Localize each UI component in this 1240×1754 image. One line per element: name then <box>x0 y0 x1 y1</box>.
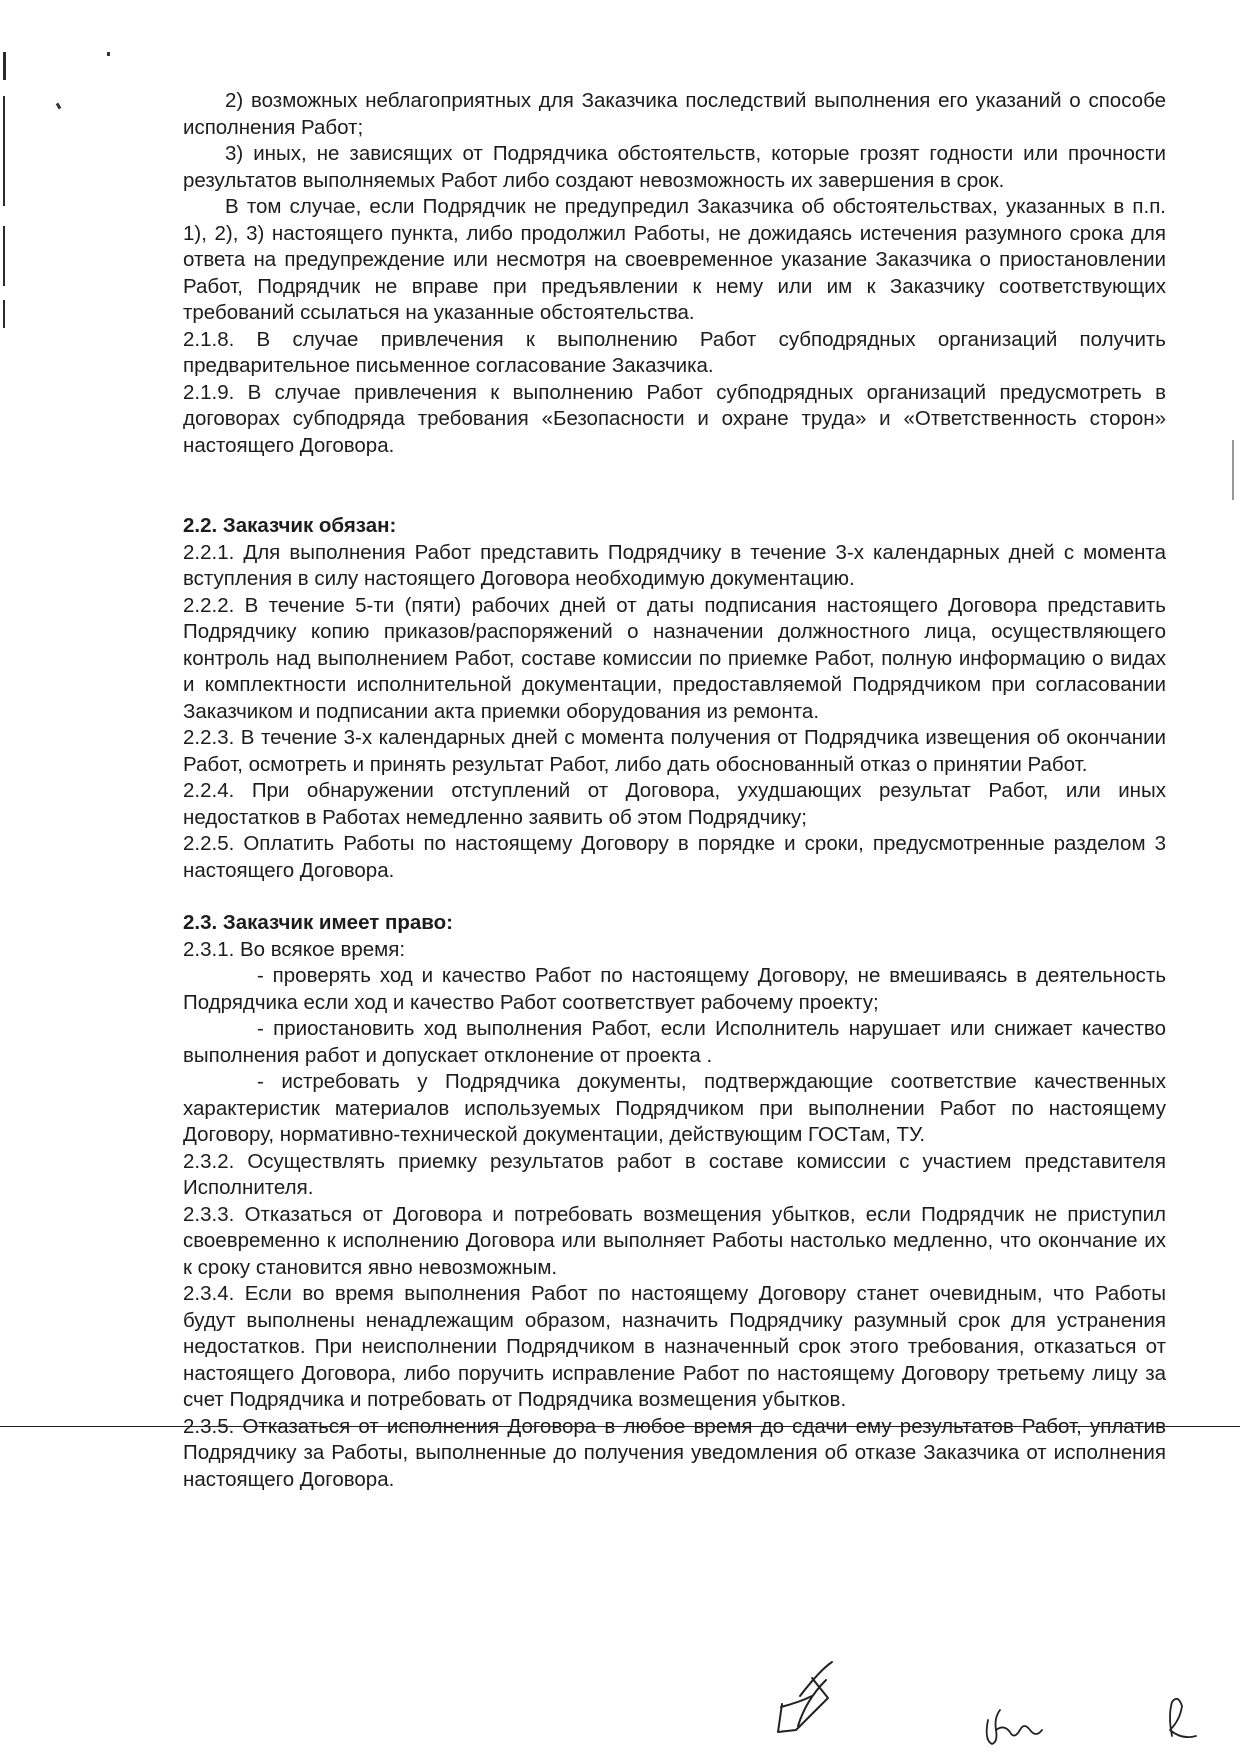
scan-margin-mark <box>3 52 6 80</box>
clause-2-1-9: 2.1.9. В случае привлечения к выполнению Работ субподрядных организаций предусмотреть в договорах субподряда требования «Безопасности и охране труда» и «Ответственность сторон» настоящего Договора. <box>183 380 1166 457</box>
paragraph: В том случае, если Подрядчик не предупредил Заказчика об обстоятельствах, указанных в п.п. 1), 2), 3) настоящего пункта, либо продолжил Работы, не дожидаясь истечения разумного срока для ответа на предупреждение или несмотря на своевременное указание Заказчика о приостановлении Работ, Подрядчик не вправе при предъявлении к нему или им к Заказчику соответствующих требований ссылаться на указанные обстоятельства. <box>183 195 1166 324</box>
scan-speck <box>107 52 110 56</box>
clause-2-3-5-text: 2.3.5. Отказаться от исполнения Договора в любое время до сдачи ему результатов Работ, уплатив Подрядчику за Работы, выполненные до получения уведомления об отказе Заказчика от исполнения настоящего Договора. <box>183 1414 1166 1491</box>
scan-speck <box>56 103 62 110</box>
bullet-item: - приостановить ход выполнения Работ, если Исполнитель нарушает или снижает качество выполнения работ и допускает отклонение от проекта . <box>183 1017 1166 1067</box>
paragraph: 3) иных, не зависящих от Подрядчика обстоятельств, которые грозят годности или прочности результатов выполняемых Работ либо создают невозможность их завершения в срок. <box>183 142 1166 192</box>
scan-margin-mark <box>3 226 5 286</box>
scan-speck <box>1232 440 1234 500</box>
signatures <box>0 1640 1240 1754</box>
bullet-item: - проверять ход и качество Работ по настоящему Договору, не вмешиваясь в деятельность Подрядчика если ход и качество Работ соответствует рабочему проекту; <box>183 964 1166 1014</box>
scan-margin-mark <box>3 300 5 328</box>
section-heading-2-3: 2.3. Заказчик имеет право: <box>183 911 453 934</box>
clause-2-2-2: 2.2.2. В течение 5-ти (пяти) рабочих дней от даты подписания настоящего Договора представить Подрядчику копию приказов/распоряжений о назначении должностного лица, осуществляющего контроль над выполнением Работ, составе комиссии по приемке Работ, полную информацию о видах и комплектности исполнительной документации, предоставляемой Подрядчиком при согласовании Заказчиком и подписании акта приемки оборудования из ремонта. <box>183 593 1166 723</box>
section-heading-2-2: 2.2. Заказчик обязан: <box>183 514 397 537</box>
clause-2-2-5: 2.2.5. Оплатить Работы по настоящему Договору в порядке и сроки, предусмотренные разделом 3 настоящего Договора. <box>183 832 1166 882</box>
signature-2 <box>987 1710 1042 1744</box>
signature-3 <box>1170 1699 1196 1737</box>
clause-2-2-3: 2.2.3. В течение 3-х календарных дней с момента получения от Подрядчика извещения об окончании Работ, осмотреть и принять результат Работ, либо дать обоснованный отказ о принятии Работ. <box>183 726 1166 776</box>
clause-2-1-8: 2.1.8. В случае привлечения к выполнению Работ субподрядных организаций получить предварительное письменное согласование Заказчика. <box>183 327 1166 377</box>
clause-2-3-2: 2.3.2. Осуществлять приемку результатов работ в составе комиссии с участием представителя Исполнителя. <box>183 1149 1166 1199</box>
clause-2-3-5 <box>183 1414 1166 1494</box>
clause-2-2-4: 2.2.4. При обнаружении отступлений от Договора, ухудшающих результат Работ, или иных недостатков в Работах немедленно заявить об этом Подрядчику; <box>183 779 1166 829</box>
clause-2-3-1: 2.3.1. Во всякое время: <box>183 937 406 961</box>
scan-margin-mark <box>3 96 5 206</box>
document-body <box>183 88 1166 1493</box>
signature-1 <box>778 1662 832 1732</box>
clause-2-3-3: 2.3.3. Отказаться от Договора и потребовать возмещения убытков, если Подрядчик не приступил своевременно к исполнению Договора или выполняет Работы настолько медленно, что окончание их к сроку становится явно невозможным. <box>183 1202 1166 1279</box>
clause-2-2-1: 2.2.1. Для выполнения Работ представить Подрядчику в течение 3-х календарных дней с момента вступления в силу настоящего Договора необходимую документацию. <box>183 540 1166 590</box>
paragraph: 2) возможных неблагоприятных для Заказчика последствий выполнения его указаний о способе исполнения Работ; <box>183 89 1166 139</box>
strikethrough-line <box>0 1426 1240 1427</box>
clause-2-3-4: 2.3.4. Если во время выполнения Работ по настоящему Договору станет очевидным, что Работы будут выполнены ненадлежащим образом, назначить Подрядчику разумный срок для устранения недостатков. При неисполнении Подрядчиком в назначенный срок этого требования, отказаться от настоящего Договора, либо поручить исправление Работ по настоящему Договору третьему лицу за счет Подрядчика и потребовать от Подрядчика возмещения убытков. <box>183 1282 1166 1411</box>
bullet-item: - истребовать у Подрядчика документы, подтверждающие соответствие качественных характеристик материалов используемых Подрядчиком при выполнении Работ по настоящему Договору, нормативно-технической документации, действующим ГОСТам, ТУ. <box>183 1070 1166 1146</box>
